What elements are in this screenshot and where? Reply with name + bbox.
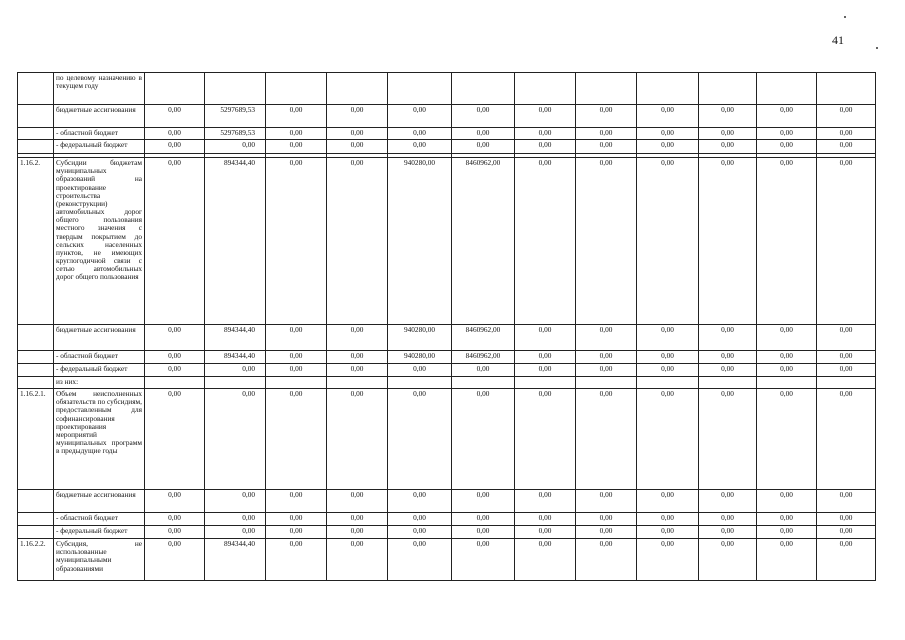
value-cell	[388, 73, 452, 105]
value-cell: 0,00	[817, 490, 876, 513]
value-cell: 0,00	[205, 513, 266, 526]
value-cell: 894344,40	[205, 158, 266, 325]
value-cell: 0,00	[452, 140, 515, 154]
value-cell: 0,00	[145, 389, 205, 490]
value-cell: 0,00	[327, 351, 388, 364]
table-row	[18, 140, 876, 154]
row-description: - областной бюджет	[54, 351, 145, 364]
row-code: 1.16.2.1.	[18, 389, 54, 490]
value-cell	[699, 377, 757, 389]
page-number: 41	[832, 33, 844, 47]
value-cell: 0,00	[327, 325, 388, 351]
value-cell: 0,00	[205, 140, 266, 154]
value-cell: 894344,40	[205, 539, 266, 581]
row-description: Объем неисполненных обязательств по субсидиям, предоставленным для софинансирования проектирования мероприятий муниципальных программ в предыдущие годы	[54, 389, 145, 490]
value-cell: 0,00	[452, 490, 515, 513]
value-cell: 0,00	[817, 513, 876, 526]
row-code	[18, 490, 54, 513]
value-cell: 0,00	[266, 364, 327, 377]
value-cell: 0,00	[699, 389, 757, 490]
value-cell: 0,00	[817, 351, 876, 364]
value-cell	[757, 73, 817, 105]
value-cell: 5297689,53	[205, 128, 266, 140]
value-cell	[205, 73, 266, 105]
value-cell: 0,00	[145, 513, 205, 526]
value-cell: 0,00	[145, 105, 205, 128]
value-cell: 0,00	[327, 389, 388, 490]
value-cell: 0,00	[637, 389, 699, 490]
value-cell	[266, 377, 327, 389]
value-cell: 0,00	[388, 526, 452, 539]
value-cell: 0,00	[205, 490, 266, 513]
value-cell: 0,00	[327, 513, 388, 526]
row-code	[18, 140, 54, 154]
table-row	[18, 128, 876, 140]
value-cell: 0,00	[388, 539, 452, 581]
value-cell	[637, 73, 699, 105]
table-row	[18, 158, 876, 325]
row-code: 1.16.2.2.	[18, 539, 54, 581]
value-cell: 0,00	[266, 351, 327, 364]
table-row	[18, 105, 876, 128]
value-cell	[388, 377, 452, 389]
value-cell: 0,00	[699, 140, 757, 154]
value-cell: 0,00	[576, 325, 637, 351]
value-cell: 0,00	[266, 539, 327, 581]
value-cell: 0,00	[327, 526, 388, 539]
value-cell: 0,00	[817, 105, 876, 128]
value-cell: 0,00	[757, 389, 817, 490]
value-cell: 0,00	[145, 325, 205, 351]
value-cell: 0,00	[576, 539, 637, 581]
value-cell: 940280,00	[388, 158, 452, 325]
value-cell: 0,00	[817, 140, 876, 154]
value-cell	[757, 377, 817, 389]
value-cell: 0,00	[699, 490, 757, 513]
value-cell: 0,00	[452, 513, 515, 526]
value-cell: 0,00	[817, 325, 876, 351]
value-cell: 0,00	[757, 351, 817, 364]
value-cell: 0,00	[515, 526, 576, 539]
value-cell: 0,00	[637, 490, 699, 513]
value-cell: 0,00	[817, 389, 876, 490]
value-cell: 0,00	[205, 389, 266, 490]
value-cell: 0,00	[515, 140, 576, 154]
value-cell: 0,00	[576, 140, 637, 154]
value-cell: 0,00	[515, 128, 576, 140]
value-cell: 0,00	[817, 128, 876, 140]
value-cell: 0,00	[327, 128, 388, 140]
value-cell: 0,00	[637, 539, 699, 581]
value-cell: 0,00	[757, 364, 817, 377]
row-description: - федеральный бюджет	[54, 364, 145, 377]
value-cell: 0,00	[145, 351, 205, 364]
value-cell: 0,00	[576, 490, 637, 513]
value-cell: 8460962,00	[452, 325, 515, 351]
value-cell: 0,00	[576, 364, 637, 377]
value-cell: 0,00	[388, 140, 452, 154]
value-cell: 0,00	[145, 364, 205, 377]
value-cell: 0,00	[266, 325, 327, 351]
value-cell: 0,00	[145, 539, 205, 581]
value-cell: 0,00	[637, 105, 699, 128]
value-cell: 0,00	[327, 140, 388, 154]
value-cell: 0,00	[817, 364, 876, 377]
value-cell: 0,00	[266, 105, 327, 128]
value-cell: 0,00	[515, 364, 576, 377]
value-cell: 0,00	[515, 539, 576, 581]
row-description: бюджетные ассигнования	[54, 490, 145, 513]
value-cell: 0,00	[576, 128, 637, 140]
value-cell: 0,00	[757, 490, 817, 513]
row-description: бюджетные ассигнования	[54, 105, 145, 128]
value-cell: 0,00	[757, 158, 817, 325]
value-cell	[699, 73, 757, 105]
table-row	[18, 364, 876, 377]
row-code	[18, 513, 54, 526]
table-row	[18, 539, 876, 581]
value-cell: 0,00	[637, 364, 699, 377]
row-description: по целевому назначению в текущем году	[54, 73, 145, 105]
value-cell: 5297689,53	[205, 105, 266, 128]
value-cell: 0,00	[699, 128, 757, 140]
value-cell: 0,00	[145, 490, 205, 513]
value-cell: 0,00	[757, 539, 817, 581]
value-cell: 0,00	[757, 140, 817, 154]
row-code	[18, 128, 54, 140]
value-cell: 0,00	[699, 513, 757, 526]
row-description: бюджетные ассигнования	[54, 325, 145, 351]
table-row	[18, 490, 876, 513]
value-cell	[327, 73, 388, 105]
value-cell: 0,00	[266, 128, 327, 140]
value-cell	[145, 377, 205, 389]
row-code	[18, 73, 54, 105]
row-description: из них:	[54, 377, 145, 389]
scan-speck	[876, 47, 878, 49]
value-cell: 0,00	[266, 158, 327, 325]
value-cell: 0,00	[515, 105, 576, 128]
value-cell: 0,00	[327, 158, 388, 325]
value-cell: 0,00	[327, 105, 388, 128]
row-code	[18, 364, 54, 377]
value-cell: 0,00	[266, 490, 327, 513]
value-cell	[205, 377, 266, 389]
value-cell: 0,00	[452, 389, 515, 490]
value-cell: 0,00	[452, 526, 515, 539]
value-cell: 0,00	[145, 526, 205, 539]
value-cell: 0,00	[388, 364, 452, 377]
value-cell: 940280,00	[388, 351, 452, 364]
value-cell: 0,00	[515, 351, 576, 364]
value-cell: 0,00	[817, 539, 876, 581]
table-row	[18, 73, 876, 105]
value-cell: 0,00	[699, 539, 757, 581]
row-code	[18, 377, 54, 389]
value-cell: 894344,40	[205, 325, 266, 351]
value-cell: 0,00	[757, 526, 817, 539]
row-description: Субсидии бюджетам муниципальных образований на проектирование строительства (реконструкции) автомобильных дорог общего пользования местного значения с твердым покрытием до сельских населенных пунктов, не имеющих круглогодичной связи с сетью автомобильных дорог общего пользования	[54, 158, 145, 325]
value-cell: 0,00	[699, 158, 757, 325]
value-cell: 0,00	[388, 513, 452, 526]
value-cell	[145, 73, 205, 105]
value-cell: 0,00	[515, 389, 576, 490]
value-cell	[452, 73, 515, 105]
value-cell: 0,00	[388, 490, 452, 513]
table-row	[18, 526, 876, 539]
value-cell: 0,00	[205, 526, 266, 539]
value-cell: 0,00	[145, 128, 205, 140]
value-cell: 8460962,00	[452, 351, 515, 364]
value-cell	[637, 377, 699, 389]
value-cell	[817, 377, 876, 389]
value-cell: 0,00	[576, 389, 637, 490]
value-cell: 0,00	[817, 526, 876, 539]
value-cell: 0,00	[388, 128, 452, 140]
value-cell: 0,00	[576, 105, 637, 128]
table-row	[18, 513, 876, 526]
row-code	[18, 325, 54, 351]
table-row	[18, 325, 876, 351]
value-cell: 0,00	[637, 140, 699, 154]
value-cell: 0,00	[637, 526, 699, 539]
row-code	[18, 351, 54, 364]
value-cell	[515, 377, 576, 389]
value-cell	[452, 377, 515, 389]
row-description: Субсидия, не использованные муниципальными образованиями	[54, 539, 145, 581]
value-cell: 0,00	[637, 513, 699, 526]
value-cell: 0,00	[327, 490, 388, 513]
value-cell: 0,00	[327, 364, 388, 377]
value-cell: 0,00	[817, 158, 876, 325]
value-cell: 0,00	[757, 105, 817, 128]
row-description: - областной бюджет	[54, 513, 145, 526]
value-cell: 0,00	[515, 490, 576, 513]
value-cell	[515, 73, 576, 105]
value-cell	[576, 73, 637, 105]
value-cell: 0,00	[515, 325, 576, 351]
value-cell: 940280,00	[388, 325, 452, 351]
value-cell: 8460962,00	[452, 158, 515, 325]
value-cell: 0,00	[145, 140, 205, 154]
scan-speck	[844, 16, 846, 18]
value-cell: 0,00	[266, 140, 327, 154]
value-cell	[817, 73, 876, 105]
value-cell: 0,00	[452, 128, 515, 140]
budget-table	[17, 72, 876, 581]
value-cell: 0,00	[576, 158, 637, 325]
value-cell: 0,00	[637, 325, 699, 351]
value-cell: 0,00	[266, 526, 327, 539]
value-cell: 0,00	[388, 105, 452, 128]
value-cell: 0,00	[637, 158, 699, 325]
value-cell: 0,00	[699, 364, 757, 377]
value-cell: 0,00	[452, 539, 515, 581]
value-cell	[576, 377, 637, 389]
row-description: - федеральный бюджет	[54, 526, 145, 539]
value-cell: 894344,40	[205, 351, 266, 364]
value-cell	[327, 377, 388, 389]
value-cell: 0,00	[266, 389, 327, 490]
value-cell: 0,00	[637, 351, 699, 364]
value-cell: 0,00	[388, 389, 452, 490]
value-cell: 0,00	[699, 526, 757, 539]
row-code	[18, 105, 54, 128]
value-cell: 0,00	[637, 128, 699, 140]
value-cell: 0,00	[576, 351, 637, 364]
table-row	[18, 377, 876, 389]
value-cell: 0,00	[576, 526, 637, 539]
value-cell: 0,00	[699, 325, 757, 351]
value-cell: 0,00	[266, 513, 327, 526]
value-cell: 0,00	[145, 158, 205, 325]
row-description: - федеральный бюджет	[54, 140, 145, 154]
value-cell: 0,00	[699, 105, 757, 128]
value-cell: 0,00	[327, 539, 388, 581]
value-cell: 0,00	[757, 128, 817, 140]
row-description: - областной бюджет	[54, 128, 145, 140]
value-cell: 0,00	[576, 513, 637, 526]
value-cell: 0,00	[699, 351, 757, 364]
value-cell: 0,00	[515, 158, 576, 325]
table-row	[18, 351, 876, 364]
table-row	[18, 389, 876, 490]
row-code	[18, 526, 54, 539]
value-cell: 0,00	[757, 513, 817, 526]
value-cell: 0,00	[757, 325, 817, 351]
value-cell: 0,00	[452, 105, 515, 128]
value-cell	[266, 73, 327, 105]
value-cell: 0,00	[205, 364, 266, 377]
value-cell: 0,00	[515, 513, 576, 526]
value-cell: 0,00	[452, 364, 515, 377]
row-code: 1.16.2.	[18, 158, 54, 325]
